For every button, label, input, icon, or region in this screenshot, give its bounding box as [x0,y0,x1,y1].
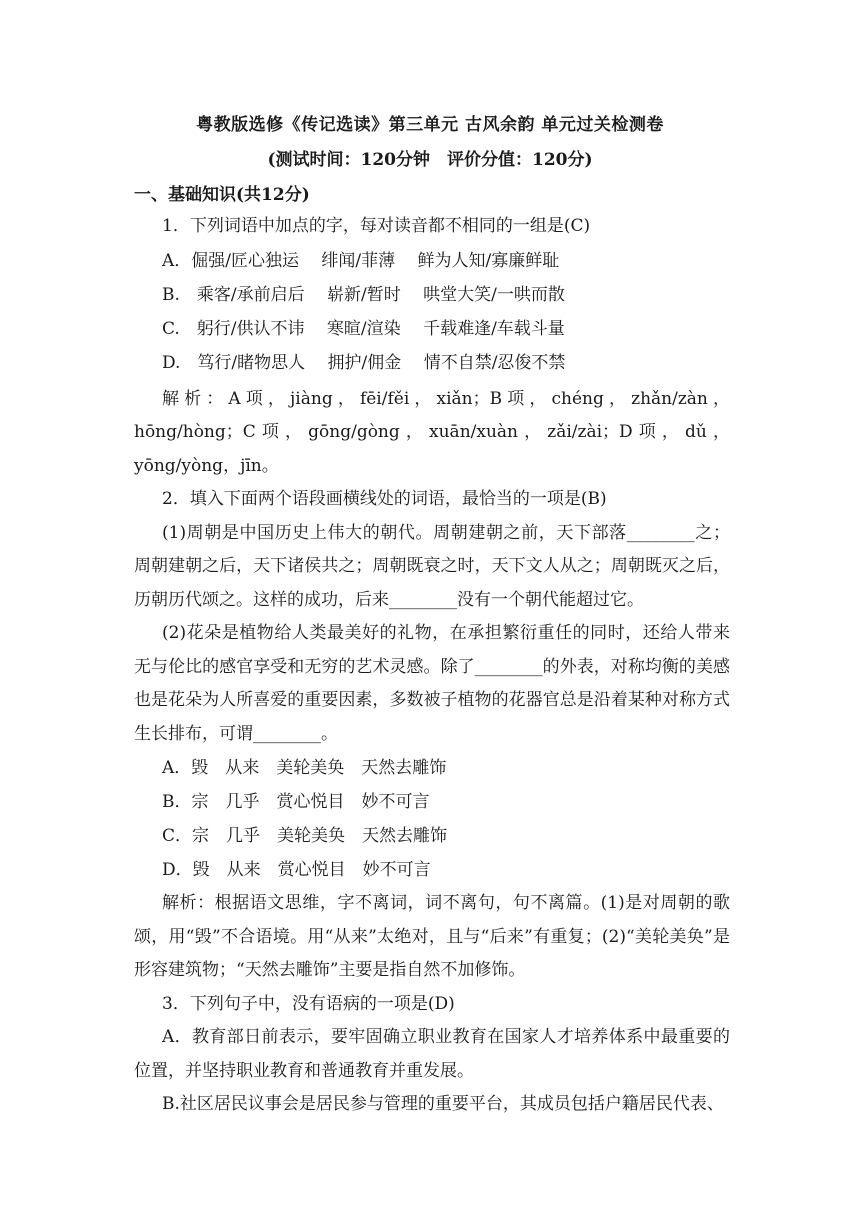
question-3-stem: 3．下列句子中，没有语病的一项是(D) [162,993,455,1014]
question-2-option-a: A．毁 从来 美轮美奂 天然去雕饰 [162,758,447,778]
document-title: 粤教版选修《传记选读》第三单元 古风余韵 单元过关检测卷 [196,115,664,135]
question-1-option-d: D. 笃行/睹物思人 拥护/佣金 情不自禁/忍俊不禁 [162,352,566,373]
question-2-option-c: C．宗 几乎 美轮美奂 天然去雕饰 [162,826,448,846]
section-heading: 一、基础知识(共12分) [134,185,310,205]
question-1-option-c: C. 躬行/供认不讳 寒暄/渲染 千载难逢/车载斗量 [162,318,565,339]
question-2-option-d: D．毁 从来 赏心悦目 妙不可言 [162,860,431,880]
question-3-option-b: B.社区居民议事会是居民参与管理的重要平台，其成员包括户籍居民代表、 [162,1094,724,1114]
question-2-option-b: B．宗 几乎 赏心悦目 妙不可言 [162,792,430,812]
question-2-analysis: 解析：根据语文思维，字不离词，词不离句，句不离篇。(1)是对周朝的歌颂，用“毁”不合语境。用“从来”太绝对，且与“后来”有重复；(2)“美轮美奂”是形容建筑物；“天然去雕饰”主要是指自然不加修饰。 [134,893,730,980]
question-2-paragraph-1: (1)周朝是中国历史上伟大的朝代。周朝建朝之前，天下部落________之；周朝建朝之后，天下诸侯共之；周朝既衰之时，天下文人从之；周朝既灭之后，历朝历代颂之。这样的成功，后来________没有一个朝代能超过它。 [134,522,730,610]
document-body [134,210,730,1122]
question-2-paragraph-2: (2)花朵是植物给人类最美好的礼物，在承担繁衍重任的同时，还给人带来无与伦比的感官享受和无穷的艺术灵感。除了________的外表，对称均衡的美感也是花朵为人所喜爱的重要因素，多数被子植物的花器官总是沿着某种对称方式生长排布，可谓________。 [134,623,730,744]
question-2-stem: 2．填入下面两个语段画横线处的词语，最恰当的一项是(B) [162,489,607,509]
test-info-subtitle: (测试时间：120分钟 评价分值：120分) [267,150,593,170]
question-1-analysis: 解析：A项，jiàng，fēi/fěi，xiǎn；B项，chéng，zhǎn/zàn，hōng/hòng；C项，gōng/gòng，xuān/xuàn，zǎi/zài；D项，dǔ，yōng/yòng，jīn。 [134,388,730,476]
question-3-option-a: A．教育部日前表示，要牢固确立职业教育在国家人才培养体系中最重要的位置，并坚持职业教育和普通教育并重发展。 [134,1027,730,1081]
question-1-option-a: A．倔强/匠心独运 绯闻/菲薄 鲜为人知/寡廉鲜耻 [162,250,560,271]
question-1-option-b: B. 乘客/承前启后 崭新/暂时 哄堂大笑/一哄而散 [162,284,565,305]
question-1-stem: 1．下列词语中加点的字，每对读音都不相同的一组是(C) [162,216,591,236]
